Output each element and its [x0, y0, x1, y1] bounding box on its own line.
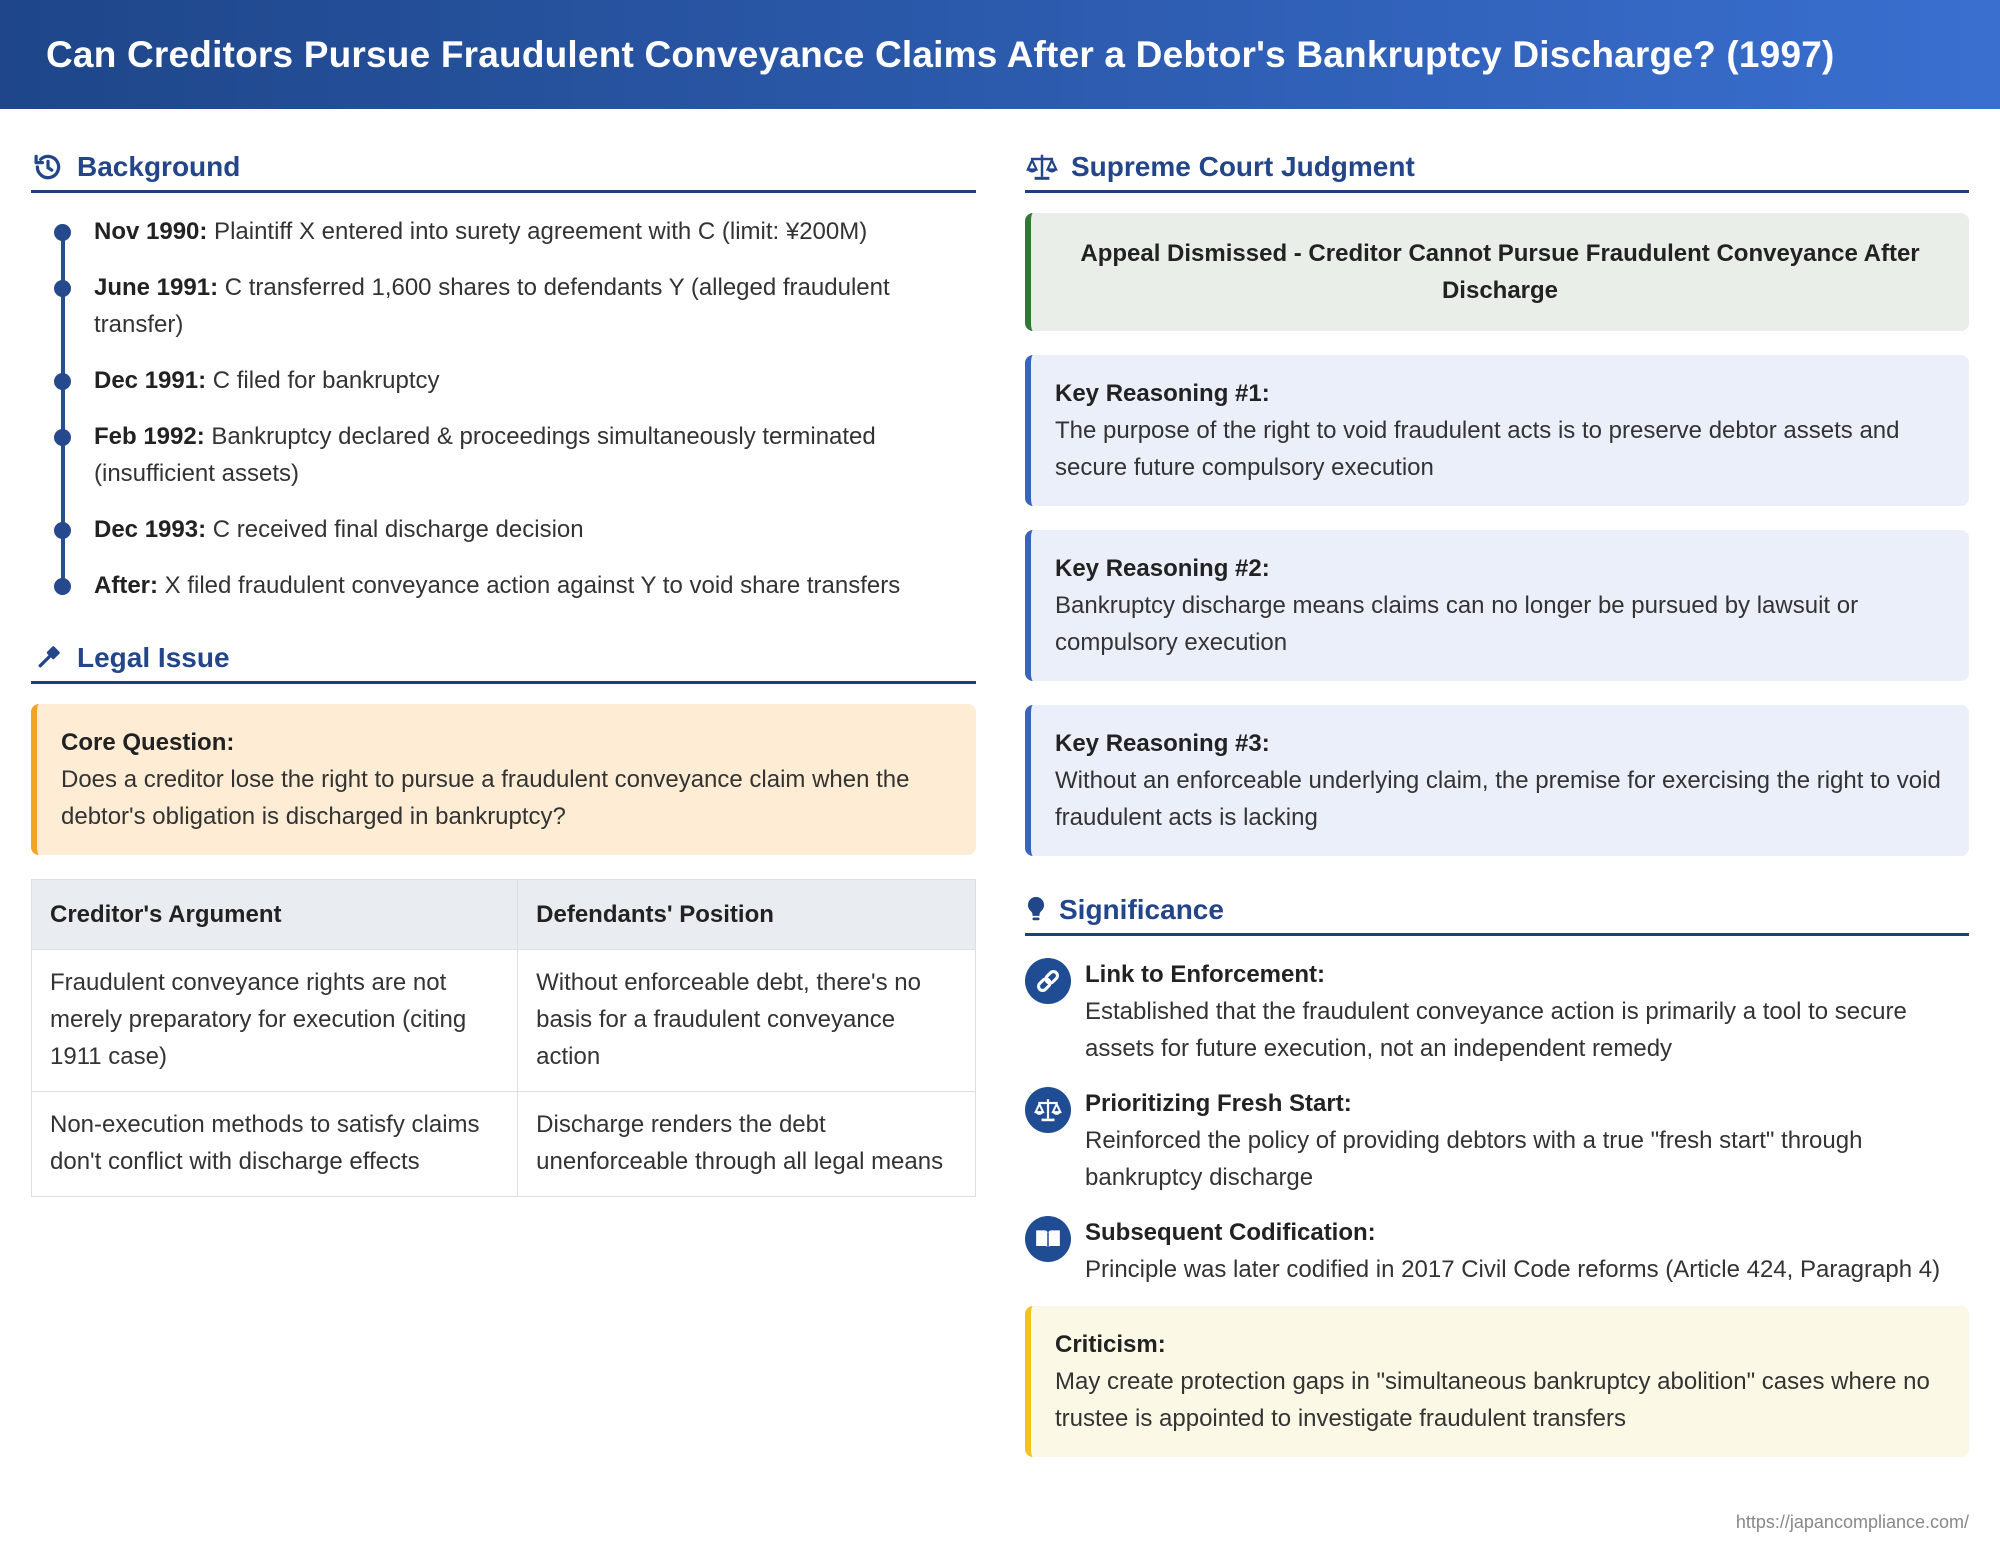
page-title: Can Creditors Pursue Fraudulent Conveyance Claims After a Debtor's Bankruptcy Discharge? (1997)	[46, 33, 1835, 75]
reasoning-label: Key Reasoning #1:	[1055, 380, 1270, 407]
significance-item	[1025, 956, 1969, 1067]
reasoning-label: Key Reasoning #2:	[1055, 555, 1270, 582]
significance-text: Principle was later codified in 2017 Civil Code reforms (Article 424, Paragraph 4)	[1085, 1256, 1941, 1283]
core-question-callout	[31, 704, 976, 855]
scale-icon	[1025, 150, 1059, 184]
column-header-defendants: Defendants' Position	[518, 880, 976, 950]
timeline-item	[94, 418, 976, 492]
timeline-date: Nov 1990:	[94, 218, 208, 245]
page-header	[0, 0, 2000, 109]
timeline-dot	[54, 373, 71, 390]
key-reasoning-2	[1025, 530, 1969, 681]
table-header-row	[32, 880, 976, 950]
significance-text: Reinforced the policy of providing debtors with a true "fresh start" through bankruptcy discharge	[1085, 1127, 1863, 1191]
link-icon	[1025, 958, 1071, 1004]
judgment-heading	[1025, 143, 1969, 193]
timeline-text: Plaintiff X entered into surety agreement with C (limit: ¥200M)	[207, 218, 868, 245]
timeline-item	[94, 362, 976, 399]
timeline-date: After:	[94, 572, 158, 599]
significance-heading	[1025, 886, 1969, 936]
table-cell: Fraudulent conveyance rights are not merely preparatory for execution (citing 1911 case)	[32, 950, 518, 1092]
significance-label: Link to Enforcement:	[1085, 961, 1326, 988]
timeline-dot	[54, 224, 71, 241]
criticism-callout	[1025, 1306, 1969, 1457]
background-title: Background	[77, 150, 241, 182]
timeline-text: X filed fraudulent conveyance action against Y to void share transfers	[158, 572, 901, 599]
timeline-item	[94, 567, 976, 604]
right-column	[1025, 109, 1969, 1457]
timeline-date: Feb 1992:	[94, 423, 205, 450]
timeline-text: C filed for bankruptcy	[206, 367, 440, 394]
left-column	[31, 109, 976, 1197]
background-timeline	[31, 213, 976, 604]
significance-label: Subsequent Codification:	[1085, 1219, 1376, 1246]
reasoning-text: Bankruptcy discharge means claims can no longer be pursued by lawsuit or compulsory execution	[1055, 592, 1859, 656]
table-cell: Non-execution methods to satisfy claims don't conflict with discharge effects	[32, 1092, 518, 1197]
timeline-date: Dec 1991:	[94, 367, 207, 394]
judgment-result: Appeal Dismissed - Creditor Cannot Pursue Fraudulent Conveyance After Discharge	[1025, 213, 1969, 331]
reasoning-text: The purpose of the right to void fraudulent acts is to preserve debtor assets and secure future compulsory execution	[1055, 417, 1900, 481]
legal-issue-title: Legal Issue	[77, 641, 230, 673]
significance-item	[1025, 1085, 1969, 1196]
core-question-text: Does a creditor lose the right to pursue a fraudulent conveyance claim when the debtor's obligation is discharged in bankruptcy?	[61, 766, 910, 830]
significance-label: Prioritizing Fresh Start:	[1085, 1090, 1352, 1117]
judgment-title: Supreme Court Judgment	[1071, 150, 1415, 182]
scale-icon	[1025, 1087, 1071, 1133]
criticism-label: Criticism:	[1055, 1331, 1166, 1358]
timeline-dot	[54, 578, 71, 595]
gavel-icon	[31, 641, 65, 675]
timeline-text: C transferred 1,600 shares to defendants Y (alleged fraudulent transfer)	[94, 274, 890, 338]
timeline-text: Bankruptcy declared & proceedings simultaneously terminated (insufficient assets)	[94, 423, 876, 487]
legal-issue-heading	[31, 634, 976, 684]
background-heading	[31, 143, 976, 193]
column-header-creditor: Creditor's Argument	[32, 880, 518, 950]
significance-title: Significance	[1059, 893, 1224, 925]
footer-url: https://japancompliance.com/	[1735, 1512, 1969, 1532]
history-icon	[31, 150, 65, 184]
timeline-date: June 1991:	[94, 274, 219, 301]
criticism-text: May create protection gaps in "simultaneous bankruptcy abolition" cases where no trustee is appointed to investigate fraudulent transfers	[1055, 1368, 1930, 1432]
timeline-dot	[54, 429, 71, 446]
table-row	[32, 1092, 976, 1197]
significance-item	[1025, 1214, 1969, 1288]
arguments-table	[31, 879, 976, 1197]
timeline-dot	[54, 522, 71, 539]
timeline-item	[94, 511, 976, 548]
core-question-label: Core Question:	[61, 729, 235, 756]
table-cell: Without enforceable debt, there's no basis for a fraudulent conveyance action	[518, 950, 976, 1092]
timeline-date: Dec 1993:	[94, 516, 207, 543]
timeline-text: C received final discharge decision	[206, 516, 584, 543]
timeline-item	[94, 213, 976, 250]
timeline-dot	[54, 280, 71, 297]
book-icon	[1025, 1216, 1071, 1262]
timeline-item	[94, 269, 976, 343]
key-reasoning-3	[1025, 705, 1969, 856]
reasoning-text: Without an enforceable underlying claim, the premise for exercising the right to void fraudulent acts is lacking	[1055, 767, 1941, 831]
table-row	[32, 950, 976, 1092]
table-cell: Discharge renders the debt unenforceable through all legal means	[518, 1092, 976, 1197]
key-reasoning-1	[1025, 355, 1969, 506]
significance-text: Established that the fraudulent conveyance action is primarily a tool to secure assets for future execution, not an independent remedy	[1085, 998, 1907, 1062]
reasoning-label: Key Reasoning #3:	[1055, 730, 1270, 757]
lightbulb-icon	[1025, 893, 1047, 927]
